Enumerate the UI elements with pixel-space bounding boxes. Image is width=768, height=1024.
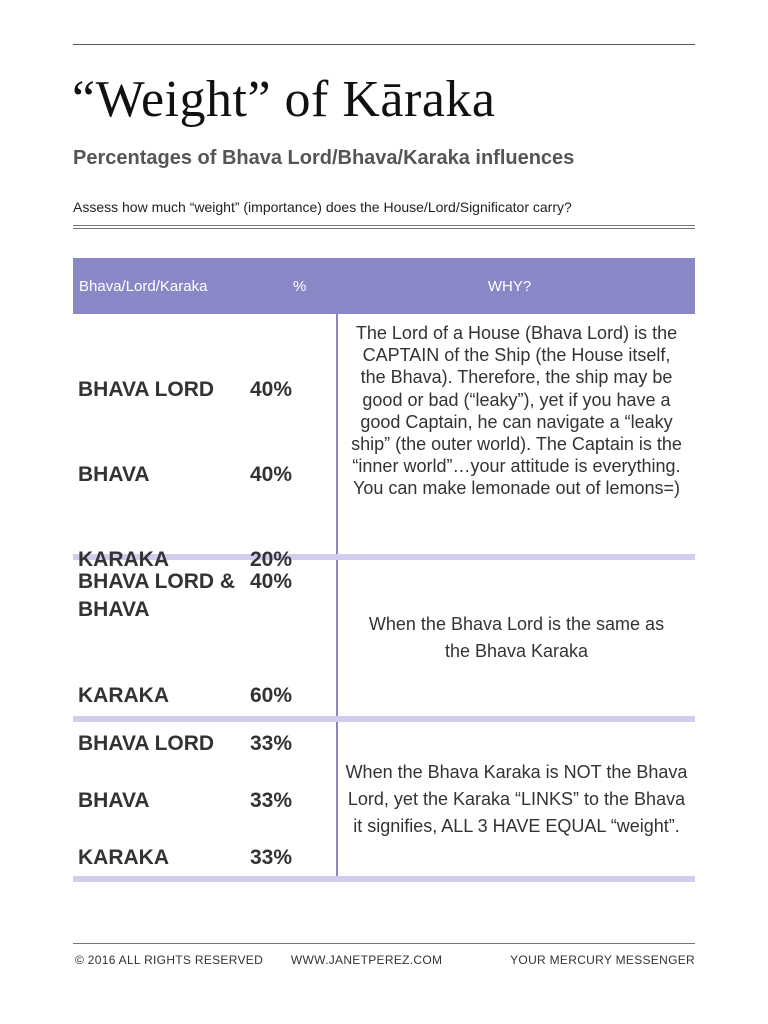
double-rule xyxy=(73,225,695,229)
table-row xyxy=(78,787,292,815)
column-header-why: WHY? xyxy=(487,277,532,295)
table-row xyxy=(78,376,292,404)
row-percent: 33% xyxy=(250,732,293,755)
row-percent: 20% xyxy=(250,548,293,571)
row-name: BHAVA LORD xyxy=(78,378,215,401)
page-title: “Weight” of Kāraka xyxy=(72,71,496,128)
column-header-name: Bhava/Lord/Karaka xyxy=(79,277,208,295)
table-group-3 xyxy=(73,722,695,876)
row-percent: 40% xyxy=(250,463,293,486)
row-name: BHAVA xyxy=(78,789,150,812)
column-header-percent: % xyxy=(293,277,307,295)
footer-website[interactable]: WWW.JANETPEREZ.COM xyxy=(290,953,443,967)
intro-text: Assess how much “weight” (importance) does the House/Lord/Significator carry? xyxy=(73,199,572,215)
row-percent: 60% xyxy=(250,684,293,707)
group-separator xyxy=(73,876,695,882)
footer-copyright: © 2016 ALL RIGHTS RESERVED xyxy=(75,953,264,967)
top-rule xyxy=(73,44,695,45)
footer-tagline: YOUR MERCURY MESSENGER xyxy=(510,953,695,967)
row-name: BHAVA LORD & BHAVA xyxy=(78,570,236,621)
why-cell: The Lord of a House (Bhava Lord) is the CAPTAIN of the Ship (the House itself, the Bhava). Therefore, the ship may be good or bad (“leaky”), yet if you have a good Captain, he can navigate a “leaky ship” (the outer world). The Captain is the “inner world”…your attitude is everything. You can make lemonade out of lemons=) xyxy=(351,323,682,499)
row-name: BHAVA xyxy=(78,463,150,486)
table-row xyxy=(78,568,292,624)
why-cell: When the Bhava Lord is the same as the Bhava Karaka xyxy=(368,614,665,661)
table-row xyxy=(78,730,292,758)
row-percent: 33% xyxy=(250,789,293,812)
row-percent: 40% xyxy=(250,378,293,401)
row-name: KARAKA xyxy=(78,846,169,869)
row-percent: 33% xyxy=(250,846,293,869)
row-percent: 40% xyxy=(250,570,293,593)
row-name: KARAKA xyxy=(78,684,169,707)
table-row xyxy=(78,682,292,710)
page-subtitle: Percentages of Bhava Lord/Bhava/Karaka influences xyxy=(73,147,575,169)
row-name: KARAKA xyxy=(78,548,169,571)
weight-table xyxy=(73,258,695,882)
footer-rule xyxy=(73,943,695,944)
footer xyxy=(75,953,695,967)
why-cell: When the Bhava Karaka is NOT the Bhava Lord, yet the Karaka “LINKS” to the Bhava it signifies, ALL 3 HAVE EQUAL “weight”. xyxy=(345,761,688,836)
row-name: BHAVA LORD xyxy=(78,732,215,755)
table-row xyxy=(78,844,292,872)
table-row xyxy=(78,461,292,489)
table-group-1 xyxy=(73,314,695,571)
table-group-2 xyxy=(73,560,695,716)
table-header xyxy=(73,258,695,314)
